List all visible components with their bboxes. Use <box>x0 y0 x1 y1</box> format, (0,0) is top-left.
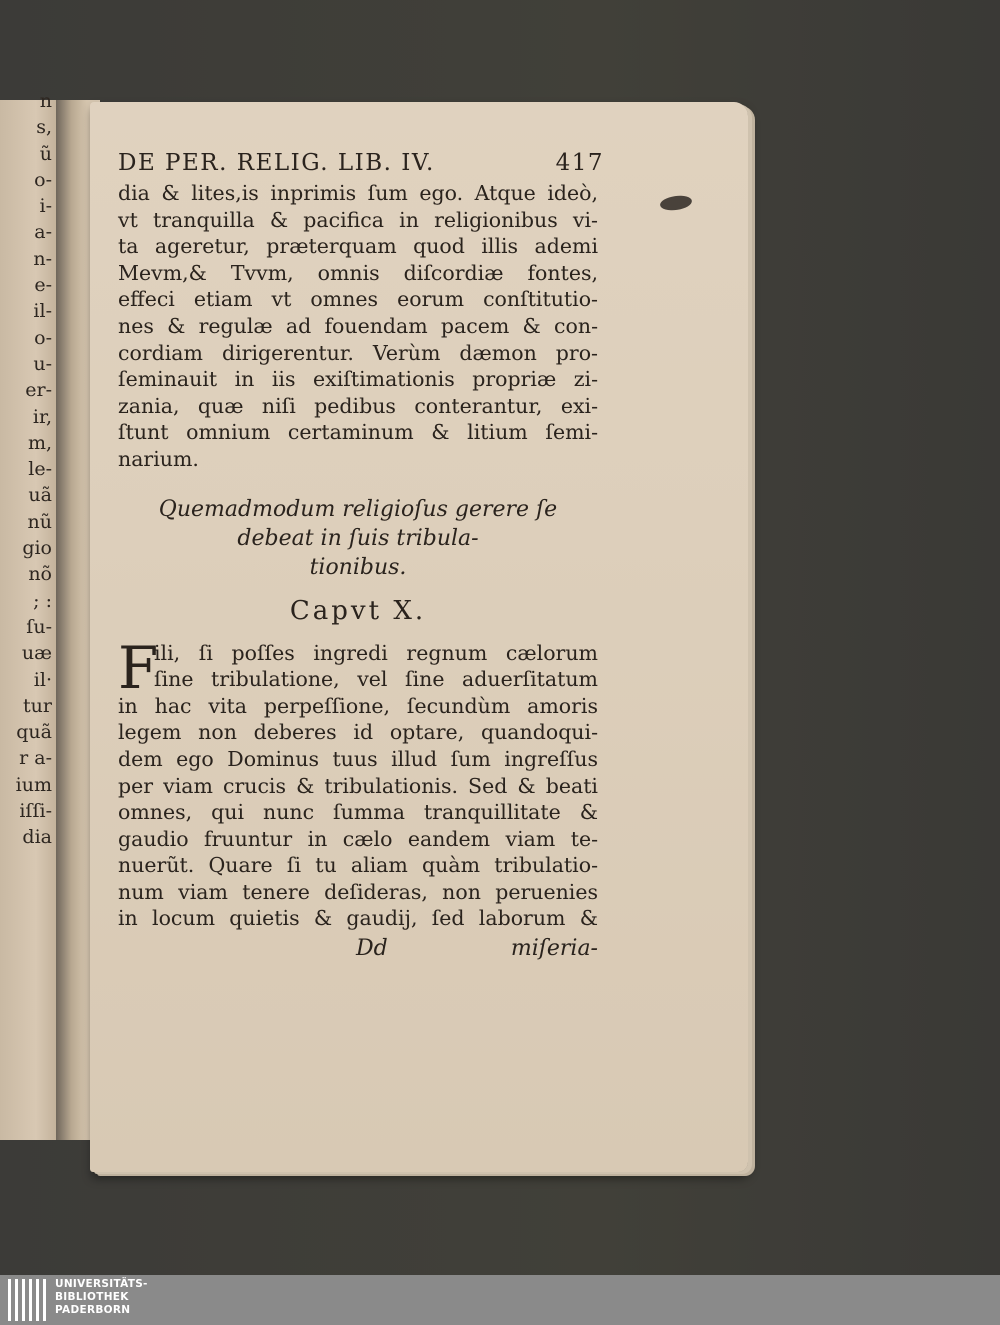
fragment-line: iſſi- <box>19 800 52 823</box>
paragraph-2 <box>118 633 598 933</box>
fragment-line: o- <box>34 168 52 191</box>
library-name-line: BIBLIOTHEK <box>55 1291 129 1303</box>
fragment-line: ; : <box>33 589 52 612</box>
fragment-line: n <box>39 90 52 112</box>
library-name-line: UNIVERSITÄTS- <box>55 1278 148 1290</box>
text-line: zania, quæ niſi pedibus conterantur, exi- <box>118 393 598 418</box>
text-line: ſtunt omnium certaminum & litium ſemi- <box>118 420 598 445</box>
fragment-line: i- <box>39 195 52 218</box>
fragment-line: o- <box>34 326 52 349</box>
fragment-line: s, <box>36 116 52 139</box>
fragment-line: ũ <box>39 142 52 165</box>
text-line: nuerũt. Quare ſi tu aliam quàm tribulatio- <box>118 853 598 878</box>
chapter-heading: Capvt X. <box>289 595 427 626</box>
fragment-line: il- <box>33 300 52 323</box>
page-footer <box>118 936 598 966</box>
previous-page-text-fragments <box>0 88 58 851</box>
fragment-line: ir, <box>32 405 52 428</box>
running-head <box>118 150 604 180</box>
text-line: in locum quietis & gaudij, ſed laborum & <box>118 906 598 931</box>
fragment-line: ium <box>15 773 52 796</box>
text-line: per viam crucis & tribulationis. Sed & beati <box>118 773 598 798</box>
text-line: dia & lites,is inprimis ſum ego. Atque ideò, <box>118 181 598 205</box>
text-line: dem ego Dominus tuus illud ſum ingreſſus <box>118 746 598 771</box>
text-line: effeci etiam vt omnes eorum conſtitutio- <box>118 287 598 312</box>
paragraph-1 <box>118 180 598 473</box>
text-line: gaudio fruuntur in cælo eandem viam te- <box>118 826 598 851</box>
fragment-line: er- <box>25 379 52 402</box>
text-line: ili, ſi poſſes ingredi regnum cælorum <box>154 640 598 665</box>
text-line: num viam tenere deſideras, non peruenies <box>118 879 598 904</box>
library-logo-icon <box>8 1279 48 1321</box>
chapter-title <box>118 495 598 582</box>
fragment-line: a- <box>34 221 52 244</box>
library-footer-bar <box>0 1275 1000 1325</box>
fragment-line: ſu- <box>26 615 52 638</box>
fragment-line: n- <box>33 247 52 270</box>
fragment-line: u- <box>33 352 52 375</box>
text-line: cordiam dirigerentur. Verùm dæmon pro- <box>118 340 598 365</box>
text-line: nes & regulæ ad fouendam pacem & con- <box>118 313 598 338</box>
text-line: omnes, qui nunc ſumma tranquillitate & <box>118 800 598 825</box>
fragment-line: dia <box>22 826 52 849</box>
text-line: debeat in ſuis tribula- <box>237 525 479 551</box>
fragment-line: r a- <box>19 747 52 770</box>
fragment-line: gio <box>22 537 52 560</box>
text-line: ſine tribulatione, vel ſine aduerſitatum <box>154 667 598 692</box>
text-line: narium. <box>118 446 199 471</box>
fragment-line: nõ <box>28 563 52 586</box>
fragment-line: uæ <box>21 642 52 665</box>
fragment-line: il· <box>33 668 52 691</box>
fragment-line: nũ <box>27 510 52 533</box>
text-line: ſeminauit in iis exiſtimationis propriæ zi- <box>118 367 598 392</box>
text-line: vt tranquilla & pacifica in religionibus vi- <box>118 207 598 232</box>
signature-mark: Dd <box>356 936 388 962</box>
text-line: tionibus. <box>309 554 407 580</box>
fragment-line: uã <box>28 484 52 507</box>
drop-cap: F <box>118 633 159 702</box>
text-line: Quemadmodum religioſus gerere ſe <box>158 496 558 522</box>
page-text <box>118 150 604 966</box>
fragment-line: le- <box>28 458 52 481</box>
fragment-line: m, <box>27 431 52 454</box>
fragment-line: e- <box>34 274 52 297</box>
running-head-title: DE PER. RELIG. LIB. IV. <box>118 150 435 176</box>
library-name <box>55 1278 148 1317</box>
text-line: Mevm,& Tvvm, omnis diſcordiæ fontes, <box>118 260 598 285</box>
catchword: miſeria- <box>510 936 598 962</box>
library-name-line: PADERBORN <box>55 1304 131 1316</box>
text-line: legem non deberes id optare, quandoqui- <box>118 720 598 745</box>
fragment-line: tur <box>23 694 52 717</box>
page-number: 417 <box>555 150 604 176</box>
text-line: ta ageretur, præterquam quod illis ademi <box>118 234 598 259</box>
text-line: in hac vita perpeſſione, ſecundùm amoris <box>118 693 598 718</box>
fragment-line: quã <box>16 721 52 744</box>
